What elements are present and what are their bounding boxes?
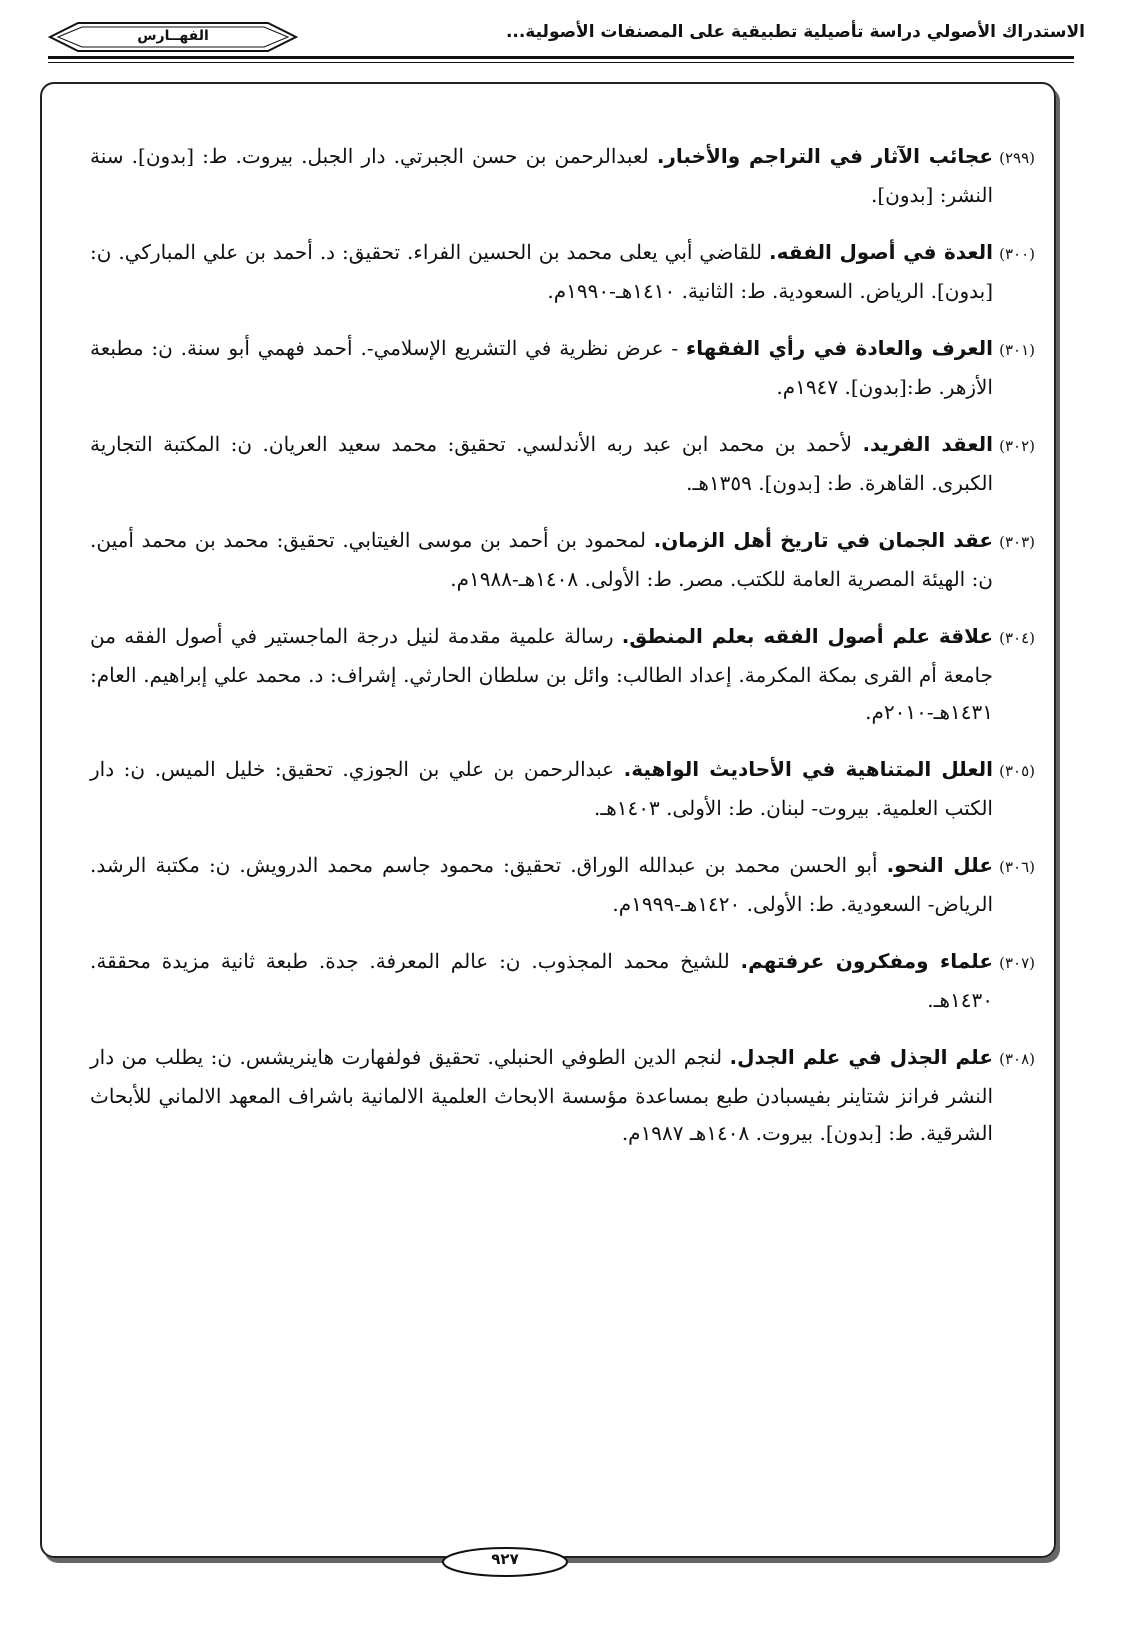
entry-number: (٣٠٢) bbox=[999, 437, 1035, 455]
entry-number: (٣٠٨) bbox=[999, 1050, 1035, 1068]
entry-details: - عرض نظرية في التشريع الإسلامي-. أحمد فهمي أبو سنة. ن: مطبعة الأزهر. ط:[بدون]. ١٩٤٧م. bbox=[90, 336, 993, 399]
entry-number: (٣٠٧) bbox=[999, 954, 1035, 972]
bibliography-entry bbox=[90, 751, 1035, 827]
entry-details: لنجم الدين الطوفي الحنبلي. تحقيق فولفهارت هاينريشس. ن: يطلب من دار النشر فرانز شتاينر بفيسبادن طبع بمساعدة مؤسسة الابحاث العلمية الالمانية باشراف المعهد الالماني للأبحاث الشرقية. ط: [بدون]. بيروت. ١٤٠٨هـ ١٩٨٧م. bbox=[90, 1045, 993, 1145]
page-number-badge bbox=[440, 1544, 570, 1580]
entry-number: (٣٠٤) bbox=[999, 629, 1035, 647]
entry-details: لمحمود بن أحمد بن موسى الغيتابي. تحقيق: محمد بن محمد أمين. ن: الهيئة المصرية العامة للكتب. مصر. ط: الأولى. ١٤٠٨هـ-١٩٨٨م. bbox=[90, 528, 993, 591]
entry-details: للشيخ محمد المجذوب. ن: عالم المعرفة. جدة. طبعة ثانية مزيدة محققة. ١٤٣٠هـ. bbox=[90, 949, 993, 1012]
entry-title: عجائب الآثار في التراجم والأخبار. bbox=[656, 144, 993, 168]
entry-title: العرف والعادة في رأي الفقهاء bbox=[686, 336, 994, 360]
entry-title: عقد الجمان في تاريخ أهل الزمان. bbox=[653, 528, 993, 552]
entry-title: العقد الفريد. bbox=[862, 432, 993, 456]
entry-title: العدة في أصول الفقه. bbox=[768, 240, 994, 264]
entry-title: علل النحو. bbox=[886, 853, 993, 877]
bibliography-entry bbox=[90, 1039, 1035, 1152]
bibliography-entry bbox=[90, 234, 1035, 310]
book-title: الاستدراك الأصولي دراسة تأصيلية تطبيقية على المصنفات الأصولية... bbox=[505, 22, 1085, 42]
entry-number: (٣٠٠) bbox=[999, 245, 1036, 263]
bibliography-list bbox=[90, 118, 1035, 1165]
entry-number: (٢٩٩) bbox=[999, 149, 1035, 167]
entry-details: لأحمد بن محمد ابن عبد ربه الأندلسي. تحقيق: محمد سعيد العريان. ن: المكتبة التجارية الكبرى. القاهرة. ط: [بدون]. ١٣٥٩هـ. bbox=[90, 432, 993, 495]
bibliography-entry bbox=[90, 138, 1035, 214]
entry-details: رسالة علمية مقدمة لنيل درجة الماجستير في أصول الفقه من جامعة أم القرى بمكة المكرمة. إعداد الطالب: وائل بن سلطان الحارثي. إشراف: د. محمد علي إبراهيم. العام: ١٤٣١هـ-٢٠١٠م. bbox=[90, 624, 993, 724]
entry-details: لعبدالرحمن بن حسن الجبرتي. دار الجبل. بيروت. ط: [بدون]. سنة النشر: [بدون]. bbox=[90, 144, 993, 207]
header-rule-thin bbox=[48, 62, 1074, 63]
entry-details: عبدالرحمن بن علي بن الجوزي. تحقيق: خليل الميس. ن: دار الكتب العلمية. بيروت- لبنان. ط: الأولى. ١٤٠٣هـ. bbox=[90, 757, 993, 820]
bibliography-entry bbox=[90, 426, 1035, 502]
section-badge bbox=[48, 20, 298, 54]
entry-number: (٣٠٣) bbox=[999, 533, 1035, 551]
entry-details: أبو الحسن محمد بن عبدالله الوراق. تحقيق: محمود جاسم محمد الدرويش. ن: مكتبة الرشد. الرياض- السعودية. ط: الأولى. ١٤٢٠هـ-١٩٩٩م. bbox=[90, 853, 993, 916]
entry-number: (٣٠١) bbox=[999, 341, 1036, 359]
page-number: ٩٢٧ bbox=[491, 1550, 519, 1568]
entry-number: (٣٠٥) bbox=[999, 762, 1036, 780]
entry-details: للقاضي أبي يعلى محمد بن الحسين الفراء. تحقيق: د. أحمد بن علي المباركي. ن: [بدون]. الرياض. السعودية. ط: الثانية. ١٤١٠هـ-١٩٩٠م. bbox=[90, 240, 993, 303]
section-label: الفهــارس bbox=[137, 28, 209, 44]
entry-title: علاقة علم أصول الفقه بعلم المنطق. bbox=[621, 624, 993, 648]
header-rule bbox=[48, 56, 1074, 59]
entry-number: (٣٠٦) bbox=[999, 858, 1035, 876]
entry-title: علماء ومفكرون عرفتهم. bbox=[740, 949, 993, 973]
bibliography-entry bbox=[90, 847, 1035, 923]
entry-title: العلل المتناهية في الأحاديث الواهية. bbox=[623, 757, 994, 781]
bibliography-entry bbox=[90, 522, 1035, 598]
bibliography-entry bbox=[90, 618, 1035, 731]
bibliography-entry bbox=[90, 330, 1035, 406]
entry-title: علم الجذل في علم الجدل. bbox=[729, 1045, 993, 1069]
bibliography-entry bbox=[90, 943, 1035, 1019]
